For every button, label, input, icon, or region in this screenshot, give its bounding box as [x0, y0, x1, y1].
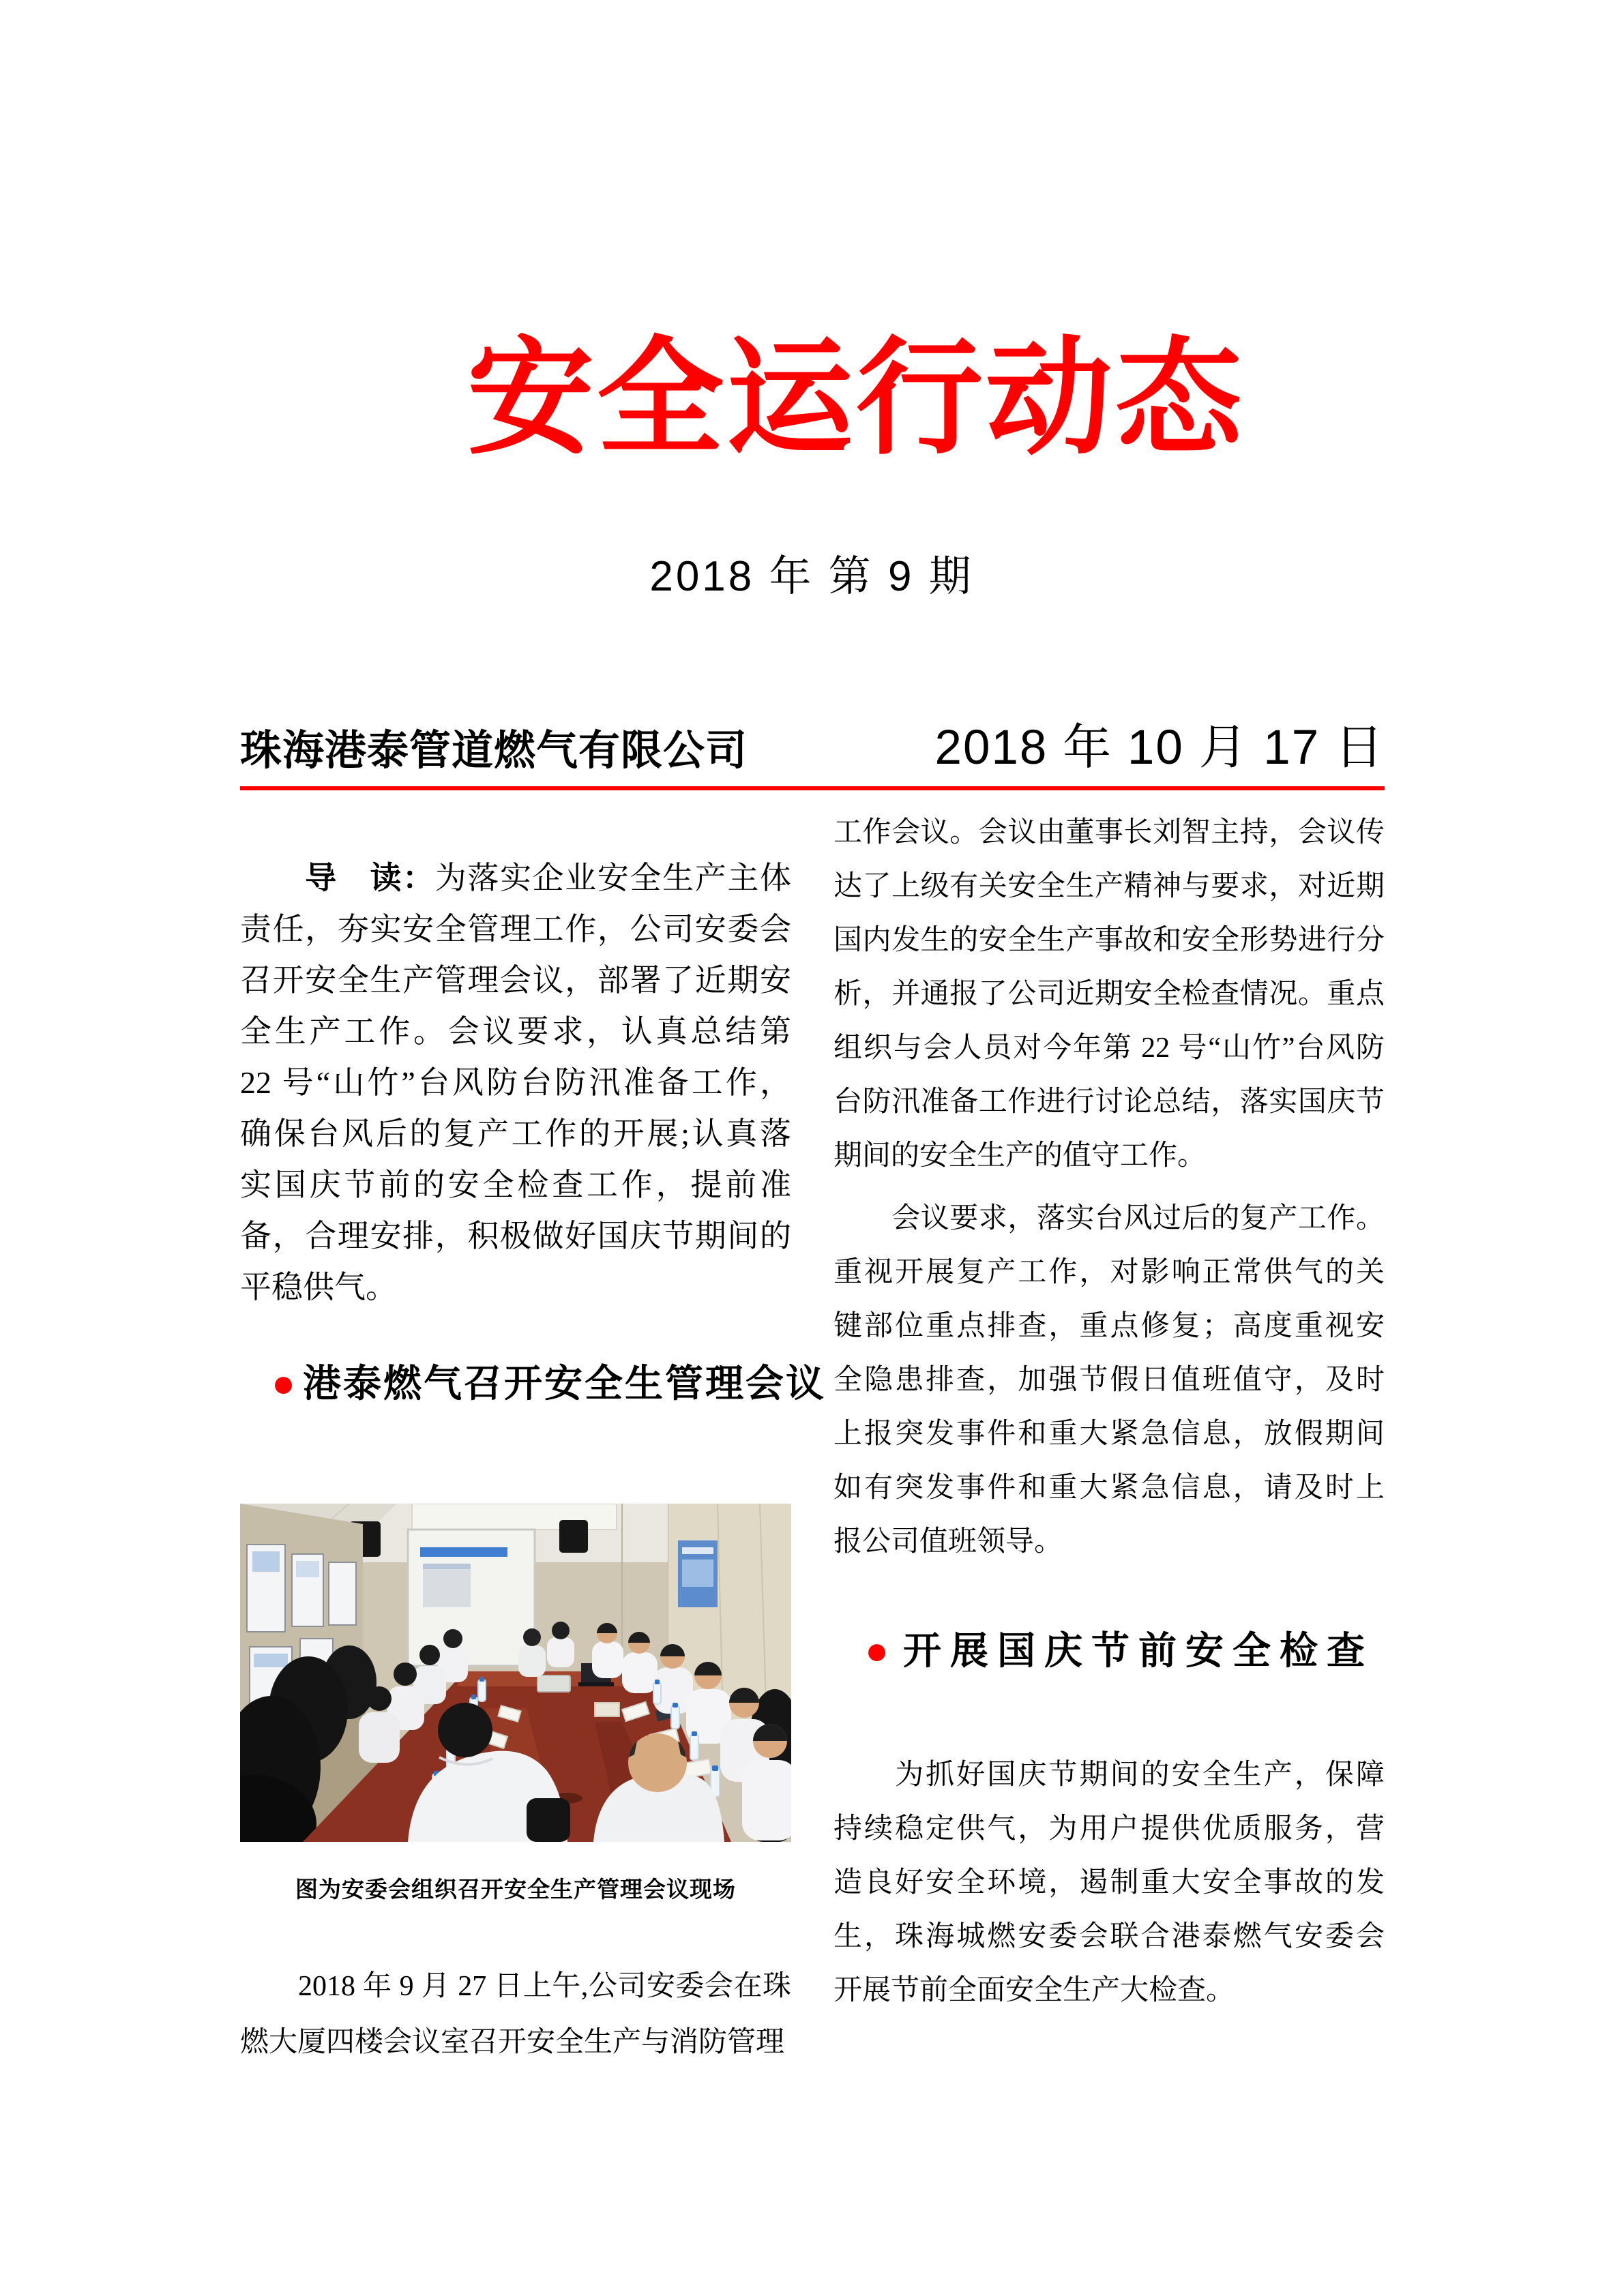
text-line: 全隐患排查，加强节假日值班值守，及时 — [833, 1365, 1385, 1396]
text-line: 析，并通报了公司近期安全检查情况。重点 — [833, 979, 1385, 1010]
issue-date: 2018 年 10 月 17 日 — [934, 721, 1385, 775]
text-line: 平稳供气。 — [240, 1270, 397, 1304]
text-line: 全生产工作。会议要求，认真总结第 — [240, 1014, 791, 1049]
left-body-paragraph — [240, 1958, 791, 2070]
meeting-photo — [240, 1504, 791, 1842]
intro-label: 导 读： — [305, 861, 435, 895]
photo-caption: 图为安委会组织召开安全生产管理会议现场 — [295, 1878, 736, 1903]
text-line: 备，合理安排，积极做好国庆节期间的 — [240, 1219, 791, 1253]
text-line: 召开安全生产管理会议，部署了近期安 — [240, 963, 791, 998]
red-bullet-icon: ● — [271, 1361, 298, 1405]
section-heading-meeting-text: 港泰燃气召开安全生管理会议 — [303, 1363, 827, 1405]
text-line: 为抓好国庆节期间的安全生产，保障 — [833, 1759, 1385, 1791]
section-heading-inspection — [865, 1628, 1374, 1674]
right-paragraph-1 — [833, 806, 1385, 1183]
text-line: 开展节前全面安全生产大检查。 — [833, 1975, 1235, 2006]
text-line: 重视开展复产工作，对影响正常供气的关 — [833, 1257, 1385, 1288]
text-line: 22 号“山竹”台风防台防汛准备工作， — [240, 1065, 791, 1100]
issue-number: 2018 年 第 9 期 — [649, 553, 974, 600]
header-rule — [240, 786, 1385, 790]
text-line: 报公司值班领导。 — [833, 1526, 1063, 1557]
text-line: 如有突发事件和重大紧急信息，请及时上 — [833, 1472, 1385, 1504]
red-bullet-icon: ● — [865, 1628, 898, 1673]
text-line: 工作会议。会议由董事长刘智主持，会议传 — [833, 817, 1385, 848]
intro-paragraph — [240, 852, 791, 1313]
intro-indent — [240, 861, 305, 895]
newsletter-title: 安全运行动态 — [467, 323, 1245, 472]
text-line: 台防汛准备工作进行讨论总结，落实国庆节 — [833, 1086, 1385, 1118]
intro-lines — [240, 904, 791, 1313]
text-line: 燃大厦四楼会议室召开安全生产与消防管理 — [240, 2027, 785, 2058]
intro-first-text: 为落实企业安全生产主体 — [434, 861, 791, 895]
right-paragraph-3 — [833, 1748, 1385, 2018]
right-paragraph-2 — [833, 1192, 1385, 1569]
section-heading-inspection-text: 开展国庆节前安全检查 — [903, 1630, 1374, 1673]
text-line: 实国庆节前的安全检查工作，提前准 — [240, 1167, 791, 1202]
meeting-room-illustration — [240, 1504, 791, 1842]
text-line: 键部位重点排查，重点修复；高度重视安 — [833, 1311, 1385, 1342]
section-heading-meeting — [271, 1361, 826, 1407]
intro-first-line — [240, 852, 791, 904]
text-line: 国内发生的安全生产事故和安全形势进行分 — [833, 925, 1385, 956]
company-name: 珠海港泰管道燃气有限公司 — [240, 727, 748, 773]
text-line: 生，珠海城燃安委会联合港泰燃气安委会 — [833, 1921, 1385, 1952]
text-line: 达了上级有关安全生产精神与要求，对近期 — [833, 871, 1385, 902]
text-line: 上报突发事件和重大紧急信息，放假期间 — [833, 1418, 1385, 1450]
text-line: 组织与会人员对今年第 22 号“山竹”台风防 — [833, 1032, 1385, 1064]
text-line: 会议要求，落实台风过后的复产工作。 — [833, 1203, 1385, 1234]
text-line: 造良好安全环境，遏制重大安全事故的发 — [833, 1867, 1385, 1898]
text-line: 期间的安全生产的值守工作。 — [833, 1140, 1207, 1172]
text-line: 责任，夯实安全管理工作，公司安委会 — [240, 912, 791, 946]
text-line: 确保台风后的复产工作的开展;认真落 — [240, 1116, 791, 1151]
text-line: 2018 年 9 月 27 日上午,公司安委会在珠 — [240, 1971, 791, 2002]
text-line: 持续稳定供气，为用户提供优质服务，营 — [833, 1813, 1385, 1845]
